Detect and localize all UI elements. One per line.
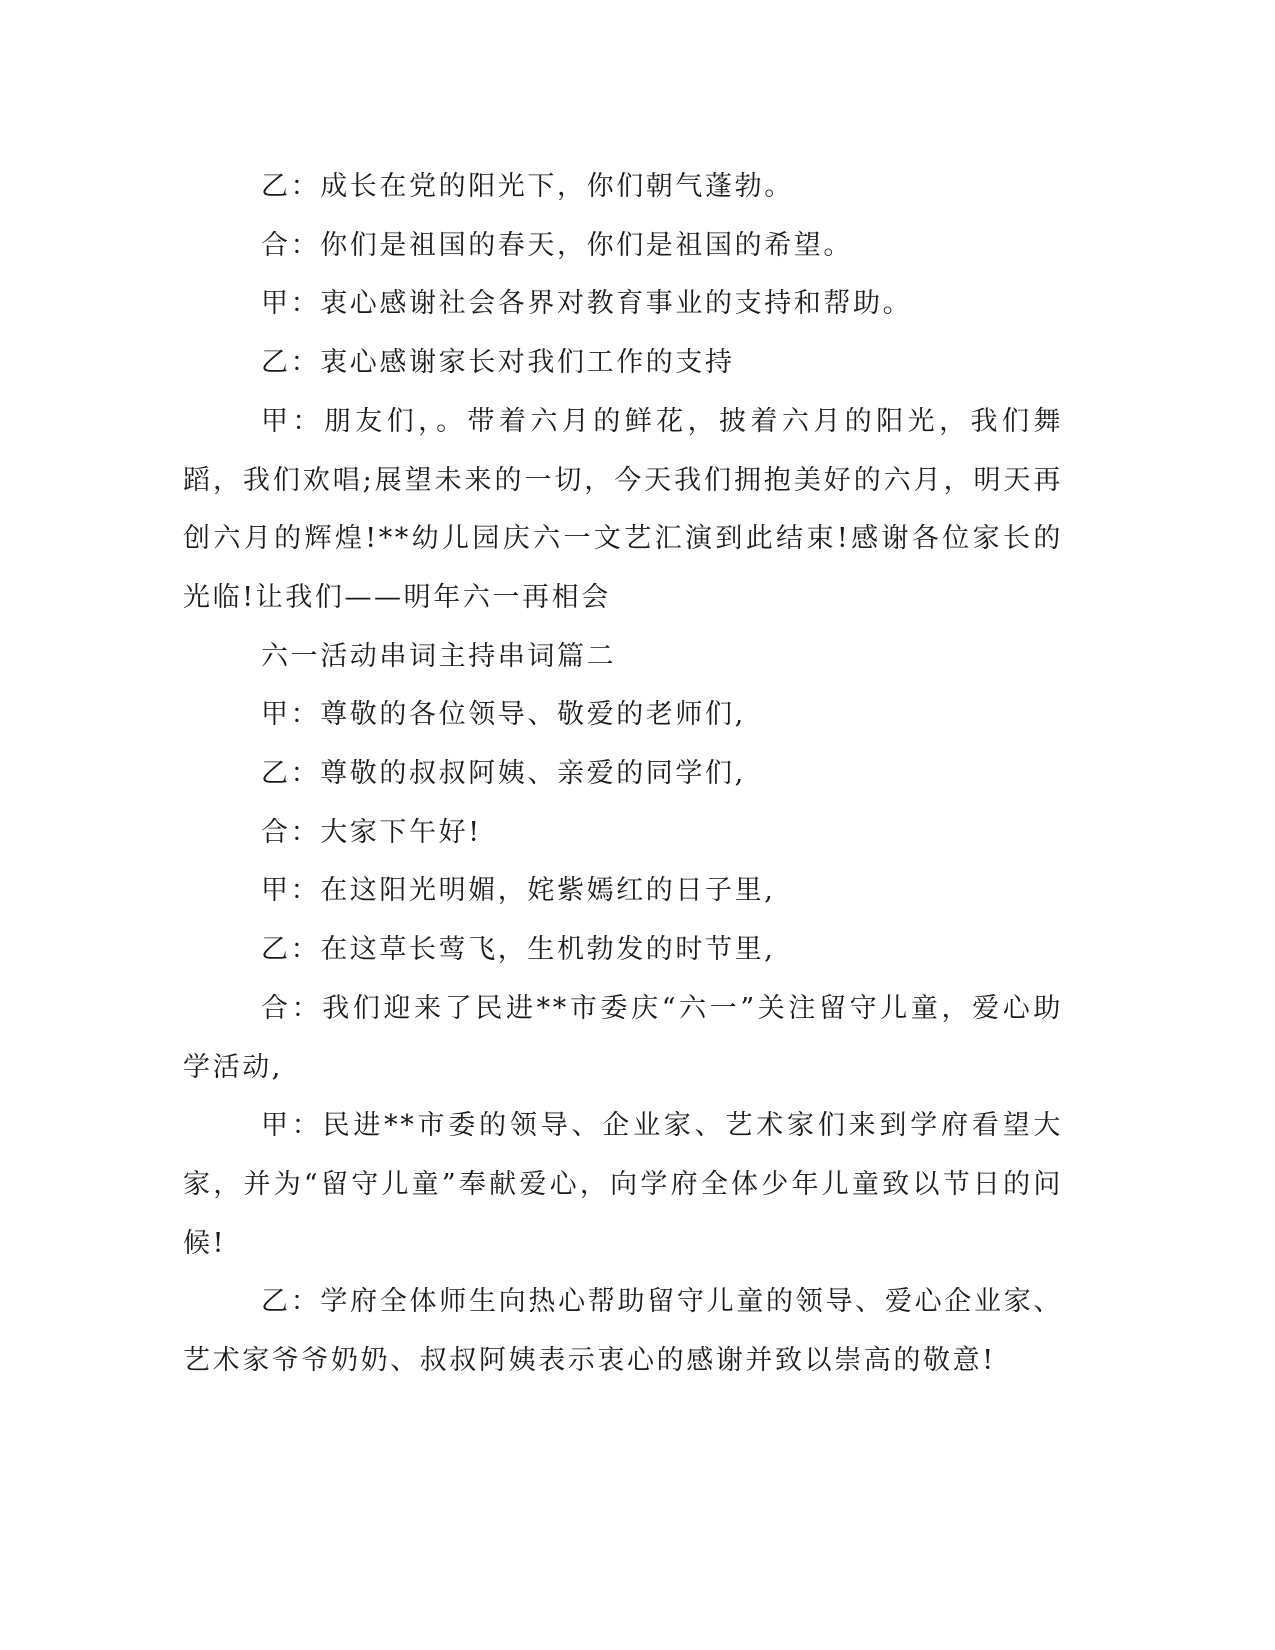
paragraph: 甲：衷心感谢社会各界对教育事业的支持和帮助。 — [261, 288, 913, 320]
paragraph: 合：大家下午好! — [261, 816, 482, 848]
paragraph: 甲：民进**市委的领导、企业家、艺术家们来到学府看望大家，并为“留守儿童”奉献爱心，向学府全体少年儿童致以节日的问候! — [183, 1110, 1063, 1259]
paragraph: 甲：尊敬的各位领导、敬爱的老师们, — [261, 699, 746, 731]
document-body — [183, 158, 1063, 1391]
paragraph: 乙：衷心感谢家长对我们工作的支持 — [261, 347, 735, 379]
paragraph: 甲：在这阳光明媚，姹紫嫣红的日子里, — [261, 875, 776, 907]
paragraph: 乙：成长在党的阳光下，你们朝气蓬勃。 — [261, 171, 794, 202]
paragraph: 乙：尊敬的叔叔阿姨、亲爱的同学们, — [261, 758, 746, 790]
paragraph: 合：你们是祖国的春天，你们是祖国的希望。 — [261, 229, 853, 261]
paragraph: 乙：在这草长莺飞，生机勃发的时节里, — [261, 934, 776, 966]
section-heading: 六一活动串词主持串词篇二 — [261, 640, 617, 672]
paragraph: 乙：学府全体师生向热心帮助留守儿童的领导、爱心企业家、艺术家爷爷奶奶、叔叔阿姨表示衷心的感谢并致以崇高的敬意! — [183, 1286, 1063, 1377]
paragraph: 甲：朋友们，。带着六月的鲜花，披着六月的阳光，我们舞蹈，我们欢唱;展望未来的一切，今天我们拥抱美好的六月，明天再创六月的辉煌!**幼儿园庆六一文艺汇演到此结束!感谢各位家长的光临!让我们——明年六一再相会 — [183, 405, 1063, 613]
paragraph: 合：我们迎来了民进**市委庆“六一”关注留守儿童，爱心助学活动, — [183, 992, 1063, 1083]
